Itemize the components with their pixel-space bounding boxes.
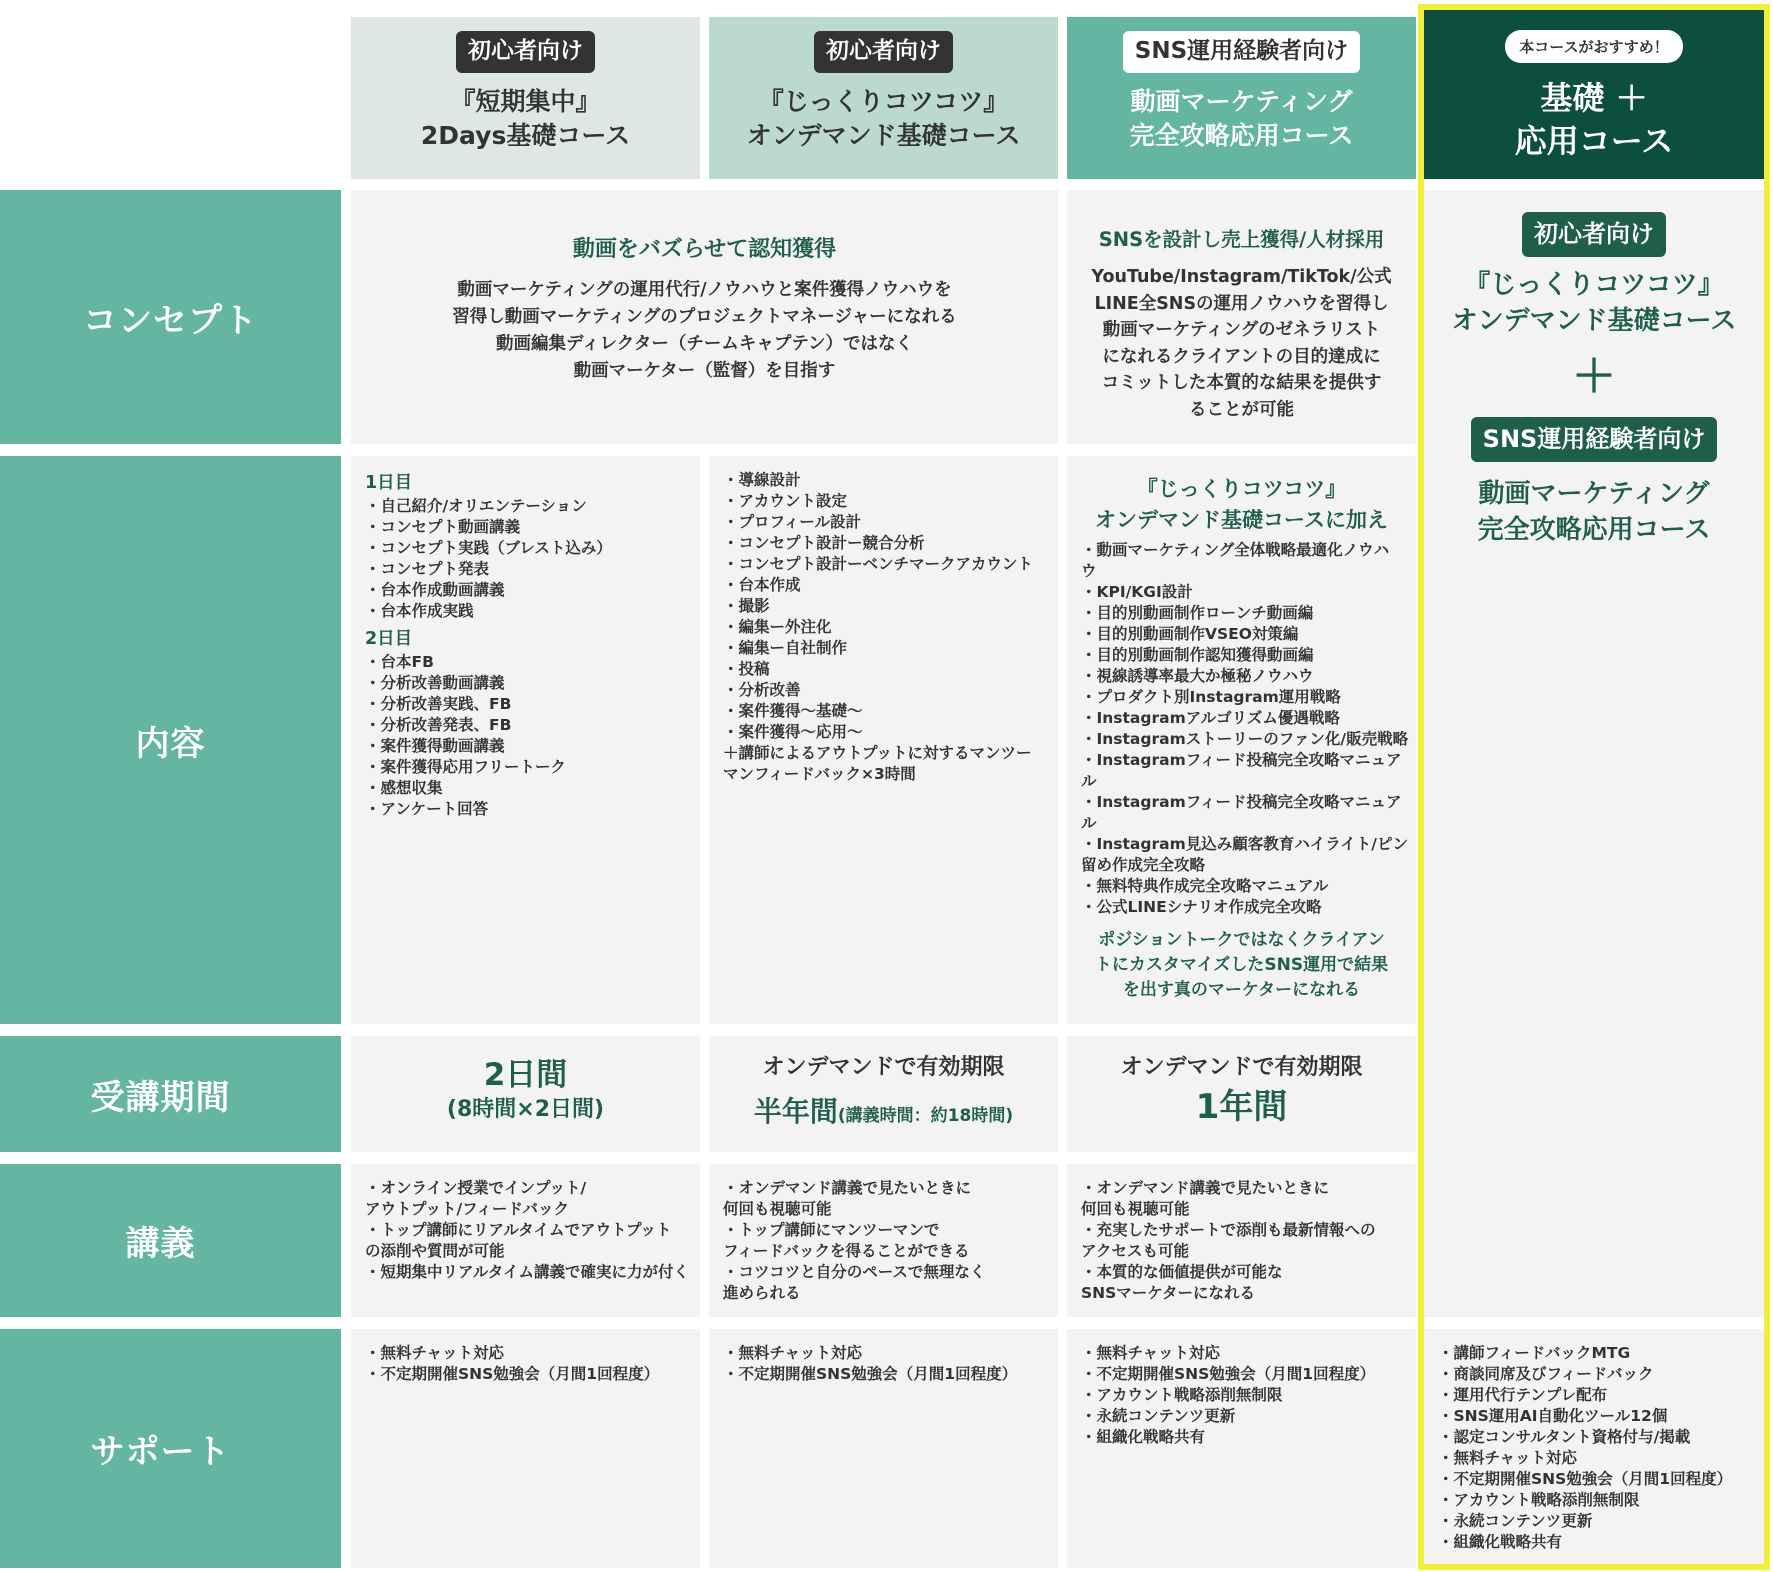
column-header-recommended [1424,10,1764,179]
lecture-list: ・オンデマンド講義で見たいときに 何回も視聴可能 ・充実したサポートで添削も最新情報への アクセスも可能 ・本質的な価値提供が可能な SNSマーケターになれる [1081,1179,1376,1302]
day2-list: ・台本FB ・分析改善動画講義 ・分析改善実践、FB ・分析改善発表、FB ・案件獲得動画講義 ・案件獲得応用フリートーク ・感想収集 ・アンケート回答 [365,653,566,818]
content-2days [351,456,700,1024]
period-main: 1年間 [1195,1087,1288,1127]
period-sub: (8時間×2日間) [446,1097,605,1122]
period-value [709,1090,1058,1130]
support-list: ・無料チャット対応 ・不定期開催SNS勉強会（月間1回程度） ・アカウント戦略添削無制限 ・永続コンテンツ更新 ・組織化戦略共有 [1081,1344,1376,1446]
concept-text: 動画マーケティングの運用代行/ノウハウと案件獲得ノウハウを 習得し動画マーケティングのプロジェクトマネージャーになれる 動画編集ディレクター（チームキャプテン）ではなく 動画マーケター（監督）を目指す [452,280,957,381]
content-list: ・動画マーケティング全体戦略最適化ノウハ ウ ・KPI/KGI設計 ・目的別動画制作ローンチ動画編 ・目的別動画制作VSEO対策編 ・目的別動画制作認知獲得動画編 ・視線誘導率最大か極秘ノウハウ ・プロダクト別Instagram運用戦略 ・Instagramアルゴリズム優遇戦略 ・Instagramストーリーのファン化/販売戦略 ・Instagramフィード投稿完全攻略マニュア ル ・Instagramフィード投稿完全攻略マニュア ル ・Instagram見込み顧客教育ハイライト/ピン 留め作成完全攻略 ・無料特典作成完全攻略マニュアル ・公式LINEシナリオ作成完全攻略 [1081,541,1409,916]
period-main: 半年間 [753,1095,838,1128]
column-header-advanced [1067,17,1416,179]
column-header-2days [351,17,700,179]
period-2days [351,1036,700,1152]
row-label-period: 受講期間 [0,1036,341,1152]
course-title: 基礎 ＋ 応用コース [1514,79,1674,160]
course-title: 『短期集中』 2Days基礎コース [420,86,631,150]
beginner-tag: 初心者向け [814,31,953,73]
lecture-2days [351,1164,700,1317]
support-recommended [1424,1329,1764,1568]
day-heading: 2日目 [365,629,413,649]
period-sub: (講義時間：約18時間) [837,1106,1014,1126]
concept-shared [351,190,1058,444]
plus-icon: ＋ [1572,350,1616,402]
support-2days [351,1329,700,1568]
experienced-tag: SNS運用経験者向け [1123,31,1360,73]
row-label-lecture: 講義 [0,1164,341,1317]
combo-course-1: 『じっくりコツコツ』 オンデマンド基礎コース [1451,269,1737,336]
recommended-badge: 本コースがおすすめ！ [1505,30,1682,63]
day1-list: ・自己紹介/オリエンテーション ・コンセプト動画講義 ・コンセプト実践（ブレスト込み） ・コンセプト発表 ・台本作成動画講義 ・台本作成実践 [365,497,612,620]
content-advanced [1067,456,1416,1024]
content-ondemand [709,456,1058,1024]
lecture-list: ・オンライン授業でインプット/ アウトプット/フィードバック ・トップ講師にリアルタイムでアウトプット の添削や質問が可能 ・短期集中リアルタイム講義で確実に力が付く [365,1179,689,1281]
beginner-tag: 初心者向け [456,31,595,73]
lecture-advanced [1067,1164,1416,1317]
period-top: オンデマンドで有効期限 [762,1055,1005,1080]
period-advanced [1067,1036,1416,1152]
column-header-ondemand [709,17,1058,179]
lecture-list: ・オンデマンド講義で見たいときに 何回も視聴可能 ・トップ講師にマンツーマンで フィードバックを得ることができる ・コツコツと自分のペースで無理なく 進められる [723,1179,986,1302]
support-ondemand [709,1329,1058,1568]
period-ondemand [709,1036,1058,1152]
row-label-content: 内容 [0,456,341,1024]
period-top: オンデマンドで有効期限 [1120,1055,1363,1080]
combo-course-2: 動画マーケティング 完全攻略応用コース [1477,478,1711,545]
support-list: ・講師フィードバックMTG ・商談同席及びフィードバック ・運用代行テンプレ配布 ・SNS運用AI自動化ツール12個 ・認定コンサルタント資格付与/掲載 ・無料チャット対応 ・不定期開催SNS勉強会（月間1回程度） ・アカウント戦略添削無制限 ・永続コンテンツ更新 ・組織化戦略共有 [1438,1344,1733,1551]
lecture-ondemand [709,1164,1058,1317]
support-list: ・無料チャット対応 ・不定期開催SNS勉強会（月間1回程度） [723,1344,1018,1383]
course-title: 『じっくりコツコツ』 オンデマンド基礎コース [746,86,1021,150]
concept-advanced [1067,190,1416,444]
content-heading: 『じっくりコツコツ』 オンデマンド基礎コースに加え [1095,477,1388,532]
concept-heading: 動画をバズらせて認知獲得 [572,237,837,262]
day-heading: 1日目 [365,473,413,493]
concept-heading: SNSを設計し売上獲得/人材採用 [1098,228,1385,251]
course-title: 動画マーケティング 完全攻略応用コース [1129,86,1354,150]
experienced-tag: SNS運用経験者向け [1471,417,1718,462]
recommended-body [1424,190,1764,1317]
content-list: ・導線設計 ・アカウント設定 ・プロフィール設計 ・コンセプト設計ー競合分析 ・コンセプト設計ーベンチマークアカウント ・台本作成 ・撮影 ・編集ー外注化 ・編集ー自社制作 ・投稿 ・分析改善 ・案件獲得〜基礎〜 ・案件獲得〜応用〜 ＋講師によるアウトプットに対するマンツー マンフィードバック×3時間 [723,471,1033,783]
row-label-concept: コンセプト [0,190,341,444]
support-list: ・無料チャット対応 ・不定期開催SNS勉強会（月間1回程度） [365,1344,660,1383]
row-label-support: サポート [0,1329,341,1568]
concept-text: YouTube/Instagram/TikTok/公式 LINE全SNSの運用ノウハウを習得し 動画マーケティングのゼネラリスト になれるクライアントの目的達成に コミットした本質的な結果を提供す ることが可能 [1091,267,1392,420]
beginner-tag: 初心者向け [1522,212,1666,257]
content-closing: ポジショントークではなくクライアン トにカスタマイズしたSNS運用で結果 を出す真のマーケターになれる [1094,930,1389,1000]
support-advanced [1067,1329,1416,1568]
period-main: 2日間 [483,1057,568,1093]
